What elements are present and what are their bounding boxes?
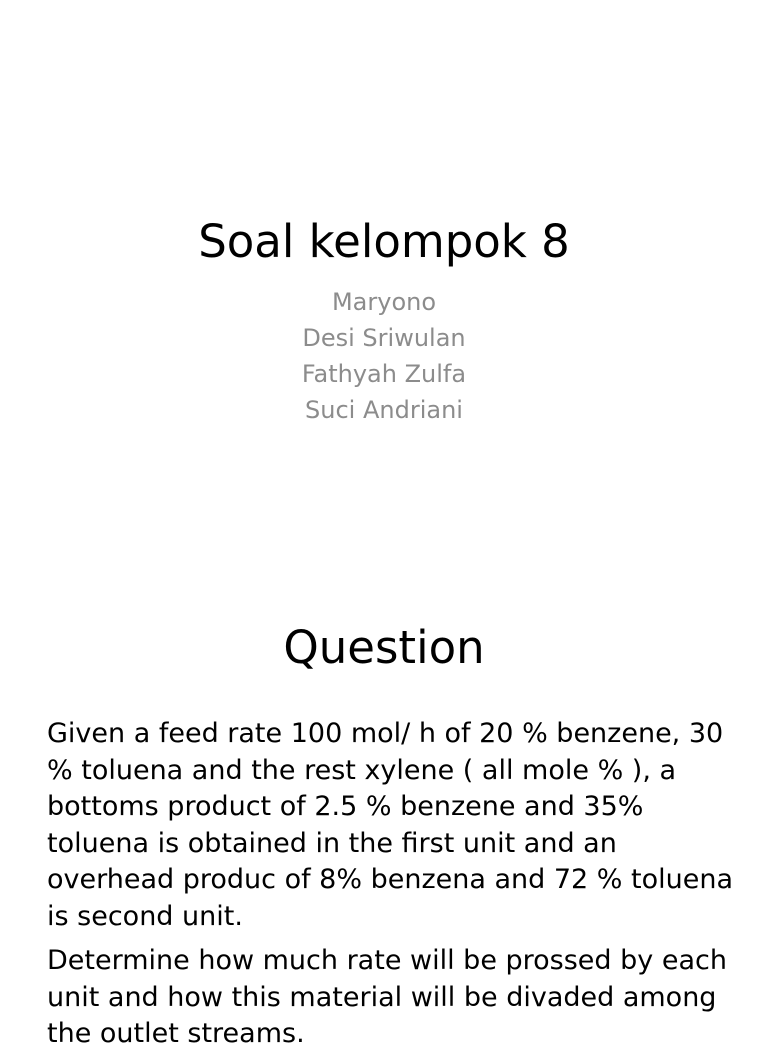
slide-title: Soal kelompok 8: [198, 215, 570, 268]
question-paragraph: Determine how much rate will be prossed by each unit and how this material will be divaded among the outlet streams.: [47, 945, 727, 1049]
member-name: Desi Sriwulan: [302, 324, 466, 352]
member-list: [0, 284, 768, 428]
member-name: Suci Andriani: [305, 396, 463, 424]
question-slide: [0, 576, 768, 1049]
question-paragraph: Given a feed rate 100 mol/ h of 20 % benzene, 30 % toluena and the rest xylene ( all mole % ), a bottoms product of 2.5 % benzene and 35% toluena is obtained in the first unit and an overhead produc of 8% benzena and 72 % toluena is second unit.: [47, 718, 734, 932]
question-body: [47, 716, 737, 1061]
member-name: Maryono: [331, 288, 437, 316]
member-name: Fathyah Zulfa: [301, 360, 467, 388]
question-heading: Question: [283, 621, 485, 674]
